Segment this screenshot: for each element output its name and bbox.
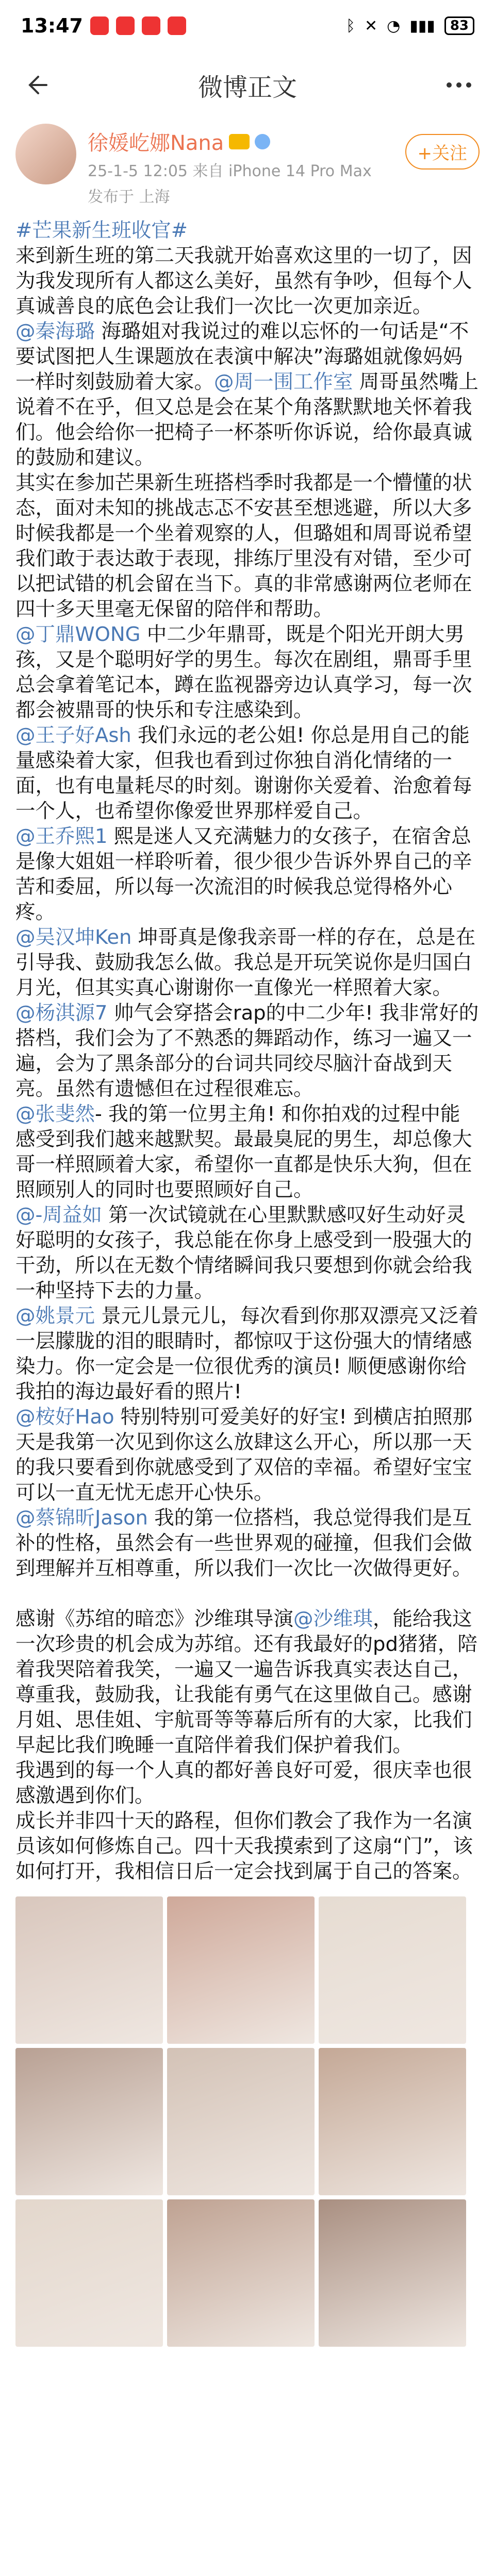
paragraph [15,622,480,723]
post-location: 发布于 上海 [88,188,170,206]
app-icon [116,16,135,35]
battery-level: 83 [450,18,469,33]
mention-link[interactable]: @沙维琪 [293,1607,373,1631]
paragraph: 我遇到的每一个人真的都好善良好可爱，很庆幸也很感激遇到你们。 [15,1759,472,1807]
nav-bar [0,52,495,118]
mention-link[interactable]: @吴汉坤Ken [15,926,132,949]
photo-grid [0,1884,495,2347]
paragraph-text: 第一次试镜就在心里默默感叹好生动好灵好聪明的女孩子，我总能在你身上感受到一股强大的干劲，所以在无数个情绪瞬间我只要想到你就会给我一种坚持下去的力量。 [15,1204,472,1302]
photo[interactable] [167,2048,315,2195]
avatar[interactable] [15,124,76,184]
mention-link[interactable]: @王子好Ash [15,724,131,747]
mention-link[interactable]: @秦海璐 [15,320,95,343]
battery-icon [444,16,474,35]
mention-link[interactable]: @蔡锦昕Jason [15,1506,148,1530]
paragraph-text: 帅气会穿搭会rap的中二少年! 我非常好的搭档，我们会为了不熟悉的舞蹈动作，练习一遍又一遍，会为了黑条部分的台词共同绞尽脑汁奋战到天亮。虽然有遗憾但在过程很难忘。 [15,1002,479,1100]
paragraph-text: 特别特别可爱美好的好宝! 到横店拍照那天是我第一次见到你这么放肆这么开心，所以那一天的我只要看到你就感受到了双倍的幸福。希望好宝宝可以一直无忧无虑开心快乐。 [15,1405,473,1504]
paragraph [15,319,480,470]
paragraph-intro: 来到新生班的第二天我就开始喜欢这里的一切了，因为我发现所有人都这么美好，虽然有争吵，但每个人真诚善良的底色会让我们一次比一次更加亲近。 [15,244,472,318]
status-right [346,16,474,35]
paragraph-text: - 我的第一位男主角! 和你拍戏的过程中能感受到我们越来越默契。最最臭屁的男生，却总像大哥一样照顾着大家，希望你一直都是快乐大狗，但在照顾别人的同时也要照顾好自己。 [15,1103,472,1201]
paragraph [15,1303,480,1404]
paragraph [15,1505,480,1581]
paragraph [15,1202,480,1303]
mention-link[interactable]: @丁鼎WONG [15,623,141,646]
paragraph-text: 坤哥真是像我亲哥一样的存在，总是在引导我、鼓励我怎么做。我总是开玩笑说你是归国白月光，但其实真心谢谢你一直像光一样照着大家。 [15,926,476,999]
more-icon [446,82,472,88]
paragraph: 其实在参加芒果新生班搭档季时我都是一个懵懂的状态，面对未知的挑战志忑不安甚至想逃避，所以大多时候我都是一个坐着观察的人，但璐姐和周哥说希望我们敢于表达敢于表现，排练厅里没有对错，至少可以把试错的机会留在当下。真的非常感谢两位老师在四十多天里毫无保留的陪伴和帮助。 [15,471,472,621]
photo[interactable] [167,2199,315,2347]
app-icon [168,16,186,35]
post-content [0,218,495,1884]
paragraph [15,925,480,1001]
status-bar [0,0,495,52]
paragraph [15,1404,480,1505]
author-name[interactable]: 徐媛屹娜Nana [88,131,224,155]
mention-link[interactable]: @杨淇源7 [15,1002,108,1025]
follow-button[interactable]: +关注 [405,134,480,170]
paragraph [15,1101,480,1202]
paragraph-text: 我们永远的老公姐! 你总是用自己的能量感染着大家，但我也看到过你独自消化情绪的一面，也有电量耗尽的时刻。谢谢你关爱着、治愈着每一个人，也希望你像爱世界那样爱自己。 [15,724,472,823]
photo[interactable] [167,1896,315,2044]
back-button[interactable] [15,64,57,106]
mention-link[interactable]: @-周益如 [15,1204,102,1227]
mention-link[interactable]: @姚景元 [15,1304,95,1328]
paragraph [15,723,480,824]
spacer [15,1581,480,1606]
mention-link[interactable]: @桉好Hao [15,1405,114,1429]
paragraph-text: 我的第一位搭档，我总觉得我们是互补的性格，虽然会有一些世界观的碰撞，但我们会做到理解并互相尊重，所以我们一次比一次做得更好。 [15,1506,472,1580]
mention-link[interactable]: @张斐然 [15,1103,95,1126]
mention-link[interactable]: @王乔熙1 [15,825,108,848]
app-icon [142,16,160,35]
paragraph-text: 熙是迷人又充满魅力的女孩子，在宿舍总是像大姐姐一样聆听着，很少很少告诉外界自己的辛苦和委屈，所以每一次流泪的时候我总觉得格外心疼。 [15,825,472,924]
status-time: 13:47 [21,14,83,37]
post-meta: 25-1-5 12:05 来自 iPhone 14 Pro Max [88,162,372,180]
author-header [0,118,495,218]
hashtag[interactable]: #芒果新生班收官# [15,219,188,242]
author-name-row [88,127,405,156]
photo[interactable] [15,1896,163,2044]
silent-icon: ✕ [364,16,378,35]
wifi-icon: ◔ [387,16,401,35]
tag-icon [255,134,270,149]
photo[interactable] [15,2048,163,2195]
more-button[interactable] [438,64,480,106]
mention-link[interactable]: @周一围工作室 [214,370,353,394]
photo[interactable] [319,2199,466,2347]
paragraph-text: 周哥虽然嘴上说着不在乎，但又总是会在某个角落默默地关怀着我们。他会给你一把椅子一杯茶听你诉说，给你最真诚的鼓励和建议。 [15,370,478,469]
paragraph [15,824,480,925]
status-left [21,14,186,37]
signal-icon: ▮▮▮ [409,16,435,35]
arrow-left-icon [24,73,48,97]
paragraph-text: 海璐姐对我说过的难以忘怀的一句话是“不要试图把人生课题放在表演中解决”海璐姐就像妈妈一样时刻鼓励着大家。 [15,320,469,394]
photo[interactable] [15,2199,163,2347]
paragraph [15,1001,480,1101]
photo[interactable] [319,1896,466,2044]
paragraph-text: 中二少年鼎哥，既是个阳光开朗大男孩，又是个聪明好学的男生。每次在剧组，鼎哥手里总会拿着笔记本，蹲在监视器旁边认真学习，每一次都会被鼎哥的快乐和专注感染到。 [15,623,472,722]
paragraph-text: 景元儿景元儿，每次看到你那双漂亮又泛着一层朦胧的泪的眼睛时，都惊叹于这份强大的情绪感染力。你一定会是一位很优秀的演员! 顺便感谢你给我拍的海边最好看的照片! [15,1304,478,1403]
paragraph [15,1606,480,1758]
author-info [88,124,405,208]
page-title: 微博正文 [197,73,297,102]
paragraph-text: ，能给我这一次珍贵的机会成为苏绾。还有我最好的pd猪猪，陪着我哭陪着我笑，一遍又一遍告诉我真实表达自己，尊重我，鼓励我，让我能有勇气在这里做自己。感谢月姐、思佳姐、宇航哥等等幕后所有的大家，比我们早起比我们晚睡一直陪伴着我们保护着我们。 [15,1607,477,1757]
paragraph: 成长并非四十天的路程，但你们教会了我作为一名演员该如何修炼自己。四十天我摸索到了这扇“门”，该如何打开，我相信日后一定会找到属于自己的答案。 [15,1809,473,1883]
paragraph-text: 感谢《苏绾的暗恋》沙维琪导演 [15,1607,294,1631]
app-icon [90,16,109,35]
photo[interactable] [319,2048,466,2195]
bluetooth-icon: ᛒ [345,16,355,35]
vip-badge-icon [229,134,250,149]
